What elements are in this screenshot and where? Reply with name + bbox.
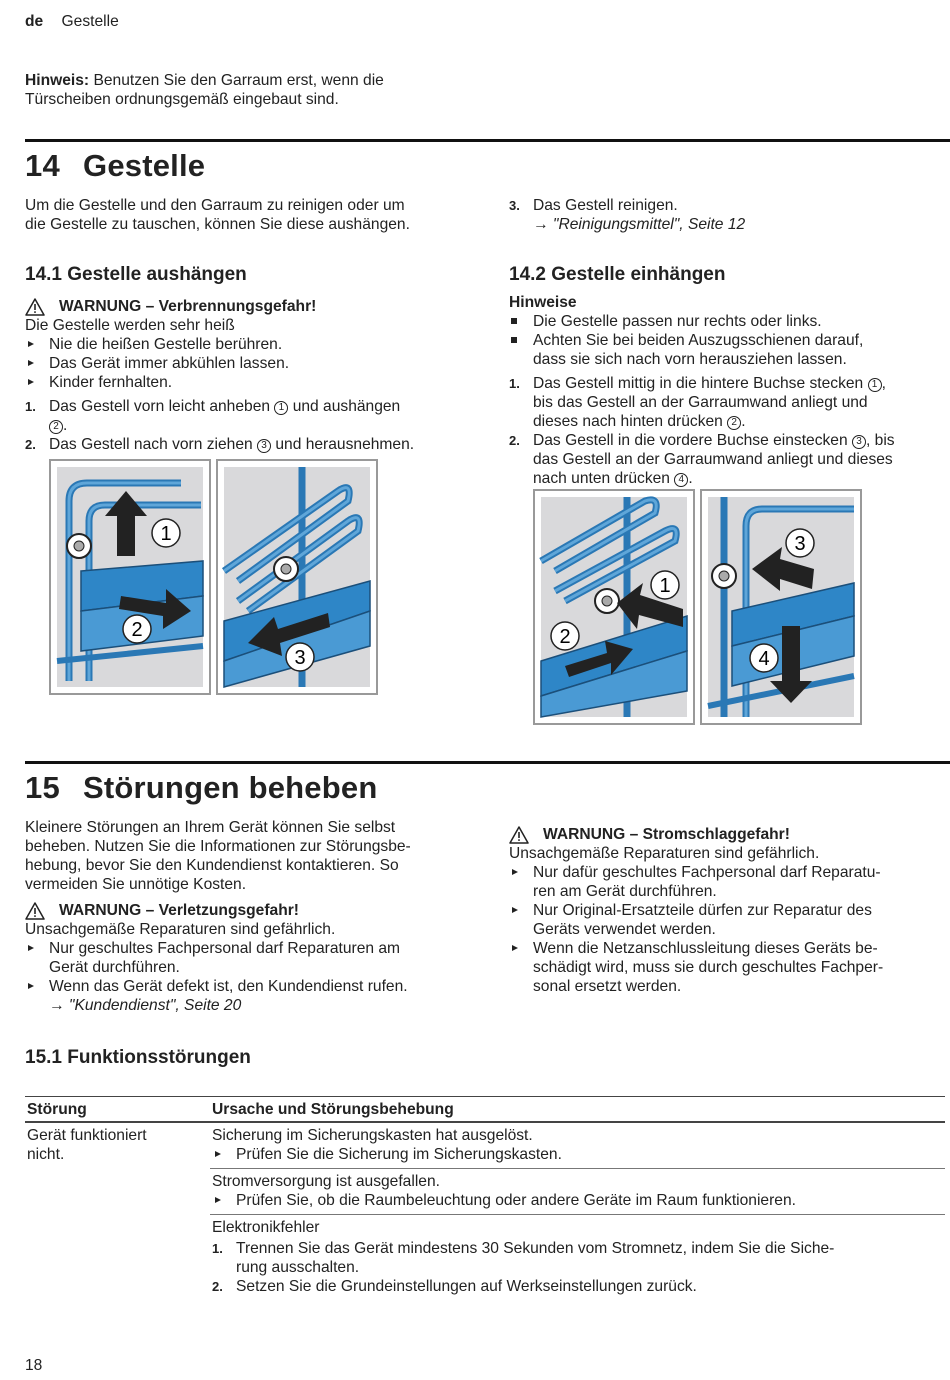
- illustration-hook-front: [700, 489, 862, 725]
- intro-line: vermeiden Sie unnötige Kosten.: [25, 876, 247, 893]
- shock-warning-text: Unsachgemäße Reparaturen sind gefährlich.: [509, 845, 820, 862]
- warning-triangle-icon: [509, 826, 529, 844]
- step-text: .: [688, 470, 693, 487]
- cause-block: [210, 1214, 945, 1300]
- page-header: [25, 12, 119, 31]
- insert-step-2: [509, 431, 949, 488]
- cause-cell: [210, 1122, 945, 1300]
- callout-marker: 2: [49, 420, 63, 434]
- fault-text: Gerät funktioniert: [27, 1127, 147, 1144]
- table-row: [25, 1122, 945, 1300]
- bullet-text: Geräts verwendet werden.: [533, 921, 716, 938]
- section-14-left: [25, 196, 475, 454]
- figure-callout: 1: [160, 523, 172, 545]
- section-14-number: 14: [25, 148, 60, 183]
- step-text: Das Gestell mittig in die hintere Buchse stecken: [533, 375, 868, 392]
- step-text: nach unten drücken: [533, 470, 675, 487]
- step-text: .: [63, 417, 68, 434]
- note-text-2: Türscheiben ordnungsgemäß eingebaut sind.: [25, 91, 339, 108]
- step-text: Das Gestell reinigen.: [533, 197, 678, 214]
- burn-warning: [25, 297, 475, 316]
- bullet-text: Nur Original-Ersatzteile dürfen zur Reparatur des: [533, 902, 872, 919]
- figure-callout: 2: [559, 626, 571, 648]
- section-14-rule: [25, 139, 950, 142]
- insert-step-1: [509, 374, 949, 431]
- cause-block: [210, 1123, 945, 1168]
- step-number: 2.: [509, 433, 520, 448]
- section-15-heading: [25, 770, 377, 806]
- figure-callout: 3: [294, 647, 306, 669]
- remedy-step: [212, 1239, 945, 1277]
- customer-service-reference-link[interactable]: → "Kundendienst", Seite 20: [49, 997, 242, 1014]
- shock-warning-title: WARNUNG – Stromschlaggefahr!: [543, 826, 790, 843]
- injury-warning-text: Unsachgemäße Reparaturen sind gefährlich.: [25, 921, 336, 938]
- header-section: Gestelle: [61, 13, 119, 30]
- remove-step-1: [25, 397, 475, 435]
- remove-step-2: [25, 435, 475, 454]
- fault-cell: [25, 1122, 210, 1300]
- cause-block: [210, 1168, 945, 1214]
- shock-warning: [509, 825, 949, 844]
- step-text: Trennen Sie das Gerät mindestens 30 Sekunden vom Stromnetz, indem Sie die Siche-: [236, 1240, 835, 1257]
- step-text: Das Gestell vorn leicht anheben: [49, 398, 275, 415]
- callout-marker: 3: [257, 439, 271, 453]
- callout-marker: 2: [727, 416, 741, 430]
- note-item: Die Gestelle passen nur rechts oder links.: [509, 312, 949, 331]
- callout-marker: 4: [674, 473, 688, 487]
- cause-text: Stromversorgung ist ausgefallen.: [212, 1173, 440, 1190]
- burn-bullet: Kinder fernhalten.: [25, 373, 475, 392]
- section-14-right: [509, 196, 949, 488]
- section-14-heading: [25, 148, 205, 184]
- figure-callout: 2: [131, 619, 143, 641]
- illustration-unhook-pull: [216, 459, 378, 695]
- section-15-right: [509, 825, 949, 996]
- step-text: .: [741, 413, 746, 430]
- step-number: 2.: [212, 1279, 223, 1294]
- bullet-text: Nur geschultes Fachpersonal darf Reparaturen am: [49, 940, 401, 957]
- burn-bullet: Nie die heißen Gestelle berühren.: [25, 335, 475, 354]
- clean-step-3: [509, 196, 949, 215]
- note-text: Achten Sie bei beiden Auszugsschienen darauf,: [533, 332, 864, 349]
- callout-marker: 1: [868, 378, 882, 392]
- door-note: [25, 71, 465, 109]
- intro-line: hebung, bevor Sie den Kundendienst kontaktieren. So: [25, 857, 399, 874]
- step-text: Setzen Sie die Grundeinstellungen auf Werkseinstellungen zurück.: [236, 1278, 697, 1295]
- section-14-title: Gestelle: [83, 148, 206, 183]
- page-number: 18: [25, 1357, 43, 1374]
- step-text: rung ausschalten.: [236, 1259, 360, 1276]
- bullet-text: Wenn die Netzanschlussleitung dieses Geräts be-: [533, 940, 878, 957]
- intro-line: beheben. Nutzen Sie die Informationen zur Störungsbe-: [25, 838, 411, 855]
- shock-bullet: [509, 939, 949, 996]
- column-header-fault: Störung: [25, 1097, 210, 1123]
- step-text: ,: [881, 375, 886, 392]
- injury-bullet: Wenn das Gerät defekt ist, den Kundendienst rufen.: [25, 977, 475, 996]
- burn-warning-text: Die Gestelle werden sehr heiß: [25, 317, 235, 334]
- note-text: dass sie sich nach vorn herausziehen lassen.: [533, 351, 847, 368]
- step-text: , bis: [865, 432, 895, 449]
- step-text: bis das Gestell an der Garraumwand anliegt und: [533, 394, 868, 411]
- intro-line-1: Um die Gestelle und den Garraum zu reinigen oder um: [25, 197, 405, 214]
- intro-line-2: die Gestelle zu tauschen, können Sie diese aushängen.: [25, 216, 410, 233]
- step-text: und herausnehmen.: [271, 436, 415, 453]
- subsection-14-2-title: 14.2 Gestelle einhängen: [509, 264, 726, 285]
- injury-bullet: [25, 939, 475, 977]
- burn-warning-title: WARNUNG – Verbrennungsgefahr!: [59, 298, 317, 315]
- section-15-rule: [25, 761, 950, 764]
- malfunction-table: [25, 1096, 945, 1300]
- injury-warning-title: WARNUNG – Verletzungsgefahr!: [59, 902, 300, 919]
- step-number: 1.: [509, 376, 520, 391]
- step-text: Das Gestell nach vorn ziehen: [49, 436, 258, 453]
- figure-callout: 4: [758, 648, 770, 670]
- step-number: 1.: [25, 399, 36, 414]
- step-text: Das Gestell in die vordere Buchse einstecken: [533, 432, 852, 449]
- section-15-left: [25, 818, 475, 1015]
- subsection-14-1-title: 14.1 Gestelle aushängen: [25, 264, 247, 285]
- illustration-unhook-lift: [49, 459, 211, 695]
- shock-bullet: [509, 863, 949, 901]
- bullet-text: sonal ersetzt werden.: [533, 978, 682, 995]
- fault-text: nicht.: [27, 1146, 65, 1163]
- bullet-text: schädigt wird, muss sie durch geschultes Fachper-: [533, 959, 884, 976]
- illustration-hook-back: [533, 489, 695, 725]
- step-number: 2.: [25, 437, 36, 452]
- step-text: das Gestell an der Garraumwand anliegt und dieses: [533, 451, 893, 468]
- burn-bullet: Das Gerät immer abkühlen lassen.: [25, 354, 475, 373]
- intro-line: Kleinere Störungen an Ihrem Gerät können Sie selbst: [25, 819, 396, 836]
- section-15-title: Störungen beheben: [83, 770, 378, 805]
- step-number: 3.: [509, 198, 520, 213]
- step-number: 1.: [212, 1241, 223, 1256]
- step-text: und aushängen: [288, 398, 401, 415]
- warning-triangle-icon: [25, 298, 45, 316]
- note-text: Benutzen Sie den Garraum erst, wenn die: [89, 72, 384, 89]
- shock-bullet: [509, 901, 949, 939]
- remedy-step: [212, 1277, 945, 1296]
- callout-marker: 1: [274, 401, 288, 415]
- cause-text: Sicherung im Sicherungskasten hat ausgelöst.: [212, 1127, 533, 1144]
- column-header-cause: Ursache und Störungsbehebung: [210, 1097, 945, 1123]
- section-15-number: 15: [25, 770, 60, 805]
- step-text: dieses nach hinten drücken: [533, 413, 728, 430]
- remedy-bullet: Prüfen Sie, ob die Raumbeleuchtung oder andere Geräte im Raum funktionieren.: [212, 1191, 945, 1210]
- callout-marker: 3: [852, 435, 866, 449]
- bullet-text: Gerät durchführen.: [49, 959, 180, 976]
- note-item: [509, 331, 949, 369]
- figure-callout: 1: [659, 575, 671, 597]
- notes-label: Hinweise: [509, 294, 577, 311]
- bullet-text: ren am Gerät durchführen.: [533, 883, 717, 900]
- header-lang: de: [25, 13, 44, 30]
- bullet-text: Nur dafür geschultes Fachpersonal darf Reparatu-: [533, 864, 881, 881]
- cause-text: Elektronikfehler: [212, 1219, 320, 1236]
- injury-warning: [25, 901, 475, 920]
- figure-callout: 3: [794, 533, 806, 555]
- cleaning-reference-link[interactable]: → "Reinigungsmittel", Seite 12: [533, 216, 746, 233]
- warning-triangle-icon: [25, 902, 45, 920]
- subsection-15-1-title: 15.1 Funktionsstörungen: [25, 1047, 251, 1068]
- remedy-bullet: Prüfen Sie die Sicherung im Sicherungskasten.: [212, 1145, 943, 1164]
- note-label: Hinweis:: [25, 72, 90, 89]
